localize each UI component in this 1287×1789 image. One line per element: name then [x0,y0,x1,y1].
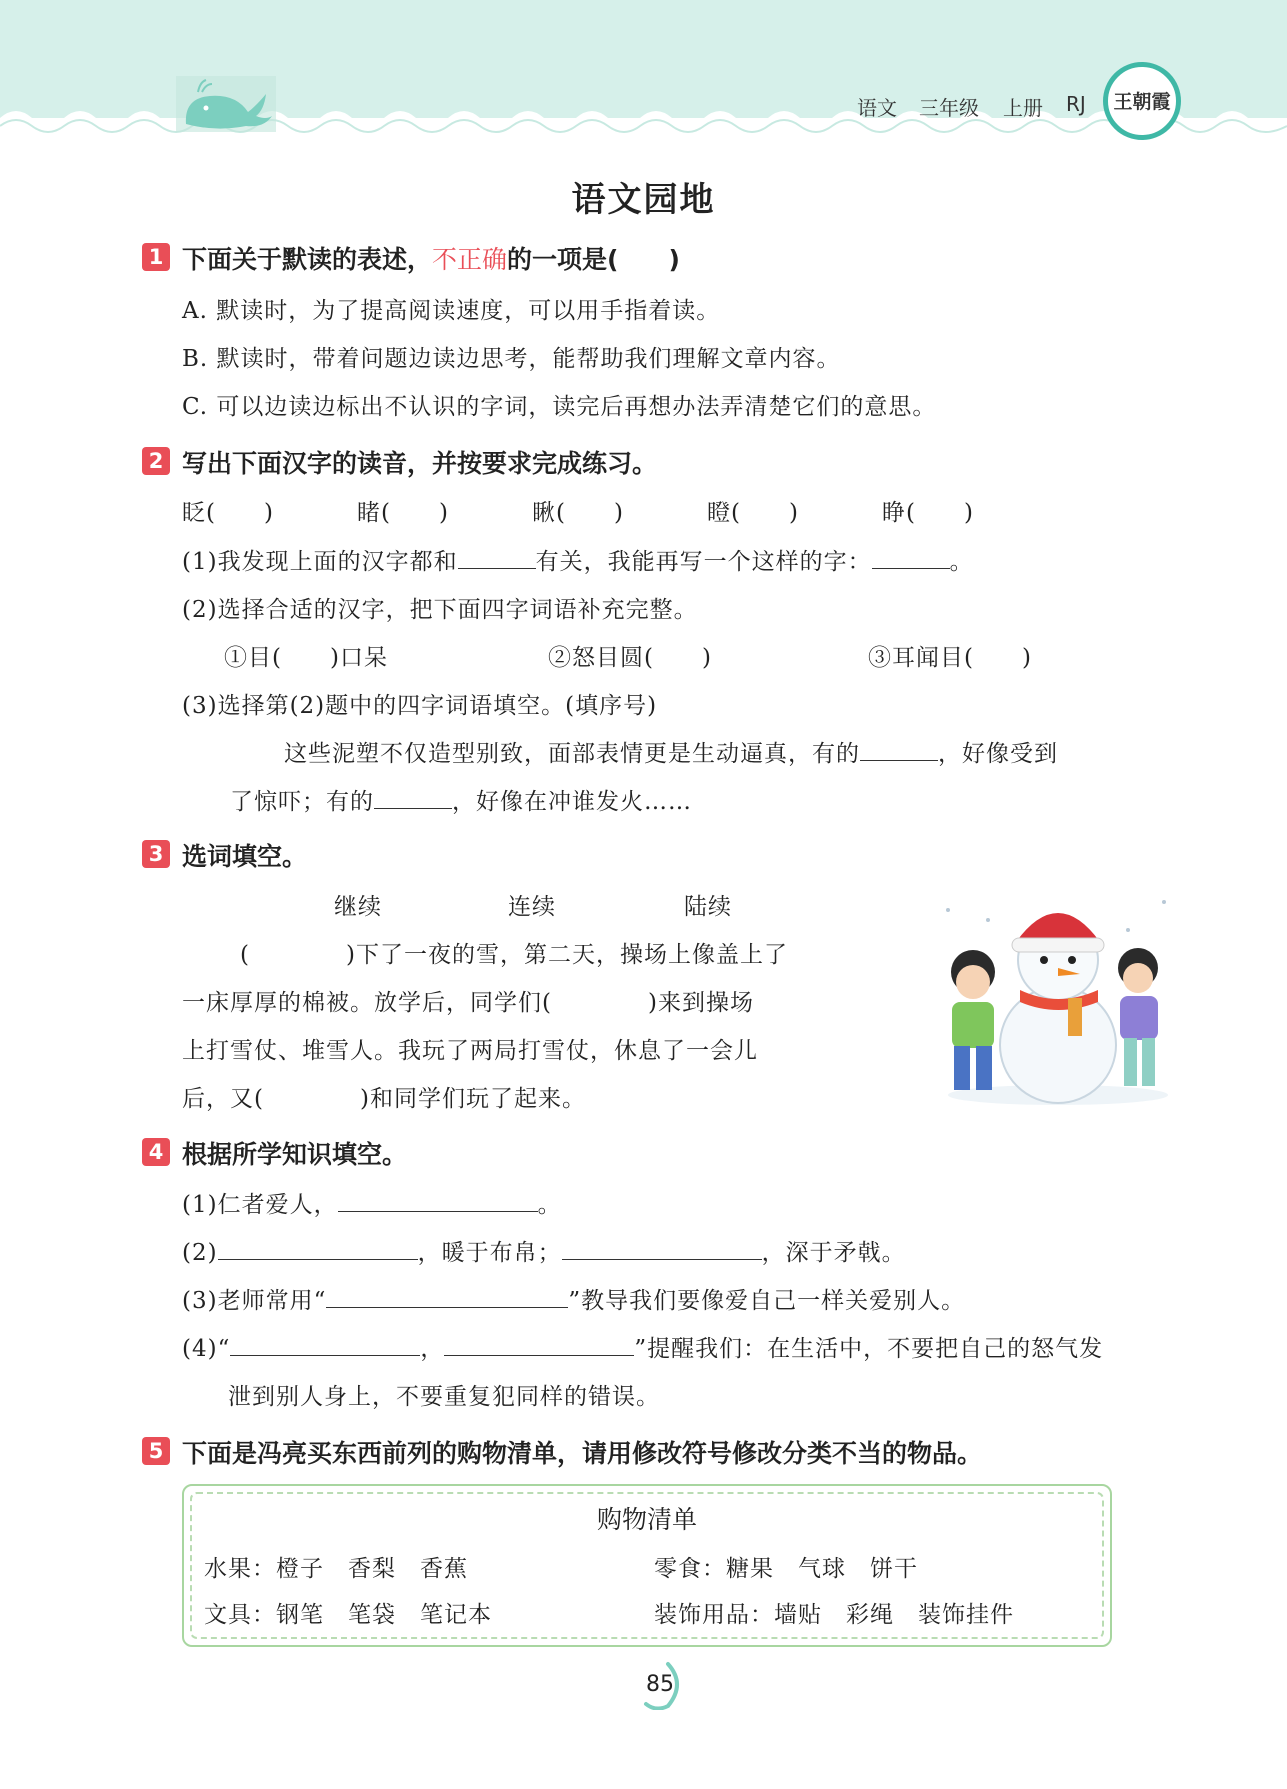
question-1-title [182,240,680,276]
question-2-idiom-1: ①目( )口呆 [224,645,388,671]
volume-label: 上册 [1003,96,1043,120]
question-1-option-c: C. 可以边读边标出不认识的字词，读完后再想办法弄清楚它们的意思。 [182,394,937,420]
question-4-item-4-text-a: (4)“ [182,1336,231,1362]
shopping-list-title: 购物清单 [596,1505,697,1534]
question-1-option-b: B. 默读时，带着问题边读边思考，能帮助我们理解文章内容。 [182,346,841,372]
question-2-part-1-text-b: 有关，我能再写一个这样的字： [535,549,872,575]
question-5-title: 下面是冯亮买东西前列的购物清单，请用修改符号修改分类不当的物品。 [182,1439,983,1468]
question-4-item-1-text-b: 。 [537,1192,562,1218]
shopping-list-snacks: 零食：糖果 气球 饼干 [654,1556,918,1582]
page-header [0,0,1287,150]
question-2-char-3: 瞅( ) [532,500,624,526]
answer-blank[interactable] [326,1285,568,1308]
edition-label: RJ [1066,92,1086,116]
question-2-part-1-text-a: (1)我发现上面的汉字都和 [182,549,458,575]
question-1-title-highlight: 不正确 [432,245,508,274]
question-2-idiom-2: ②怒目圆( ) [548,645,712,671]
question-2-paragraph-line-1 [284,735,1058,768]
question-4-title: 根据所学知识填空。 [182,1140,408,1169]
question-2-title: 写出下面汉字的读音，并按要求完成练习。 [182,449,658,478]
answer-blank[interactable] [218,1237,418,1260]
question-4-item-1-text-a: (1)仁者爱人， [182,1192,338,1218]
question-4-item-4-continued: 泄到别人身上，不要重复犯同样的错误。 [228,1384,660,1410]
shopping-list-fruits: 水果：橙子 香梨 香蕉 [204,1556,468,1582]
question-2-char-2: 睹( ) [357,500,449,526]
question-5-number: 5 [142,1437,170,1465]
question-4-item-4-text-b: ， [420,1336,445,1362]
question-1-title-pre: 下面关于默读的表述， [182,245,433,274]
question-4-item-2-text-c: ，深于矛戟。 [761,1240,906,1266]
question-2-paragraph-text-d: ，好像在冲谁发火…… [452,789,692,815]
question-4-item-3 [182,1282,965,1315]
question-1-number: 1 [142,243,170,271]
question-2-char-1: 眨( ) [182,500,274,526]
subject-label: 语文 [857,96,897,120]
shopping-list-box [182,1484,1112,1647]
shopping-list-decorations: 装饰用品：墙贴 彩绳 装饰挂件 [654,1602,1014,1628]
question-3-line-4: 后，又( )和同学们玩了起来。 [182,1086,586,1112]
question-2-paragraph-line-2 [230,783,692,816]
question-4-item-2-text-a: (2) [182,1240,218,1266]
whale-icon [176,76,276,132]
question-3-line-3: 上打雪仗、堆雪人。我玩了两局打雪仗，休息了一会儿 [182,1038,758,1064]
answer-blank[interactable] [860,738,938,761]
answer-blank[interactable] [230,1333,420,1356]
question-3-line-2: 一床厚厚的棉被。放学后，同学们( )来到操场 [182,990,754,1016]
answer-blank[interactable] [374,786,452,809]
question-1-option-a: A. 默读时，为了提高阅读速度，可以用手指着读。 [182,298,721,324]
question-4-number: 4 [142,1138,170,1166]
grade-label: 三年级 [919,96,979,120]
answer-blank[interactable] [562,1237,762,1260]
question-2-char-4: 瞪( ) [707,500,799,526]
question-3-title: 选词填空。 [182,842,308,871]
question-2-part-3: (3)选择第(2)题中的四字词语填空。(填序号) [182,693,658,719]
question-4-item-2-text-b: ，暖于布帛； [417,1240,562,1266]
answer-blank[interactable] [458,546,536,569]
question-2-idiom-3: ③耳闻目( ) [868,645,1032,671]
question-3-line-1: ( )下了一夜的雪，第二天，操场上像盖上了 [240,942,788,968]
snowman-illustration [928,890,1180,1108]
question-2-part-1 [182,543,974,576]
answer-blank[interactable] [872,546,950,569]
question-2-paragraph-text-c: 了惊吓；有的 [230,789,374,815]
question-4-item-2 [182,1234,906,1267]
question-2-part-2: (2)选择合适的汉字，把下面四字词语补充完整。 [182,597,698,623]
answer-blank[interactable] [338,1189,538,1212]
question-3-word-3: 陆续 [684,894,732,920]
question-2-char-5: 睁( ) [882,500,974,526]
brand-logo [1103,62,1181,140]
brand-logo-text: 王朝霞 [1113,91,1171,113]
question-4-item-1 [182,1186,562,1219]
question-1-title-post: 的一项是( ) [507,245,680,274]
question-4-item-4-text-c: ”提醒我们：在生活中，不要把自己的怒气发 [634,1336,1104,1362]
question-2-paragraph-text-b: ，好像受到 [938,741,1058,767]
page-title: 语文园地 [571,180,716,220]
question-2-paragraph-text-a: 这些泥塑不仅造型别致，面部表情更是生动逼真，有的 [284,741,860,767]
question-3-word-1: 继续 [334,894,382,920]
question-2-part-1-text-c: 。 [949,549,974,575]
question-2-number: 2 [142,447,170,475]
answer-blank[interactable] [444,1333,634,1356]
shopping-list-stationery: 文具：钢笔 笔袋 笔记本 [204,1602,492,1628]
question-4-item-4 [182,1330,1103,1363]
question-4-item-3-text-a: (3)老师常用“ [182,1288,327,1314]
question-4-item-3-text-b: ”教导我们要像爱自己一样关爱别人。 [568,1288,966,1314]
question-3-number: 3 [142,840,170,868]
question-3-word-2: 连续 [508,894,556,920]
page-number: 85 [646,1672,674,1697]
